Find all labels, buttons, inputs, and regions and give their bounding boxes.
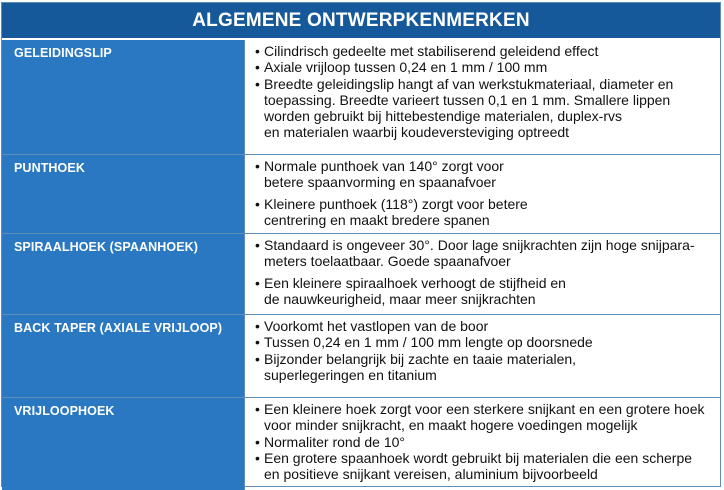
- row-content: [244, 398, 720, 490]
- bullet-item: [255, 59, 716, 75]
- row-label: PUNTHOEK: [2, 155, 244, 233]
- design-features-table: [1, 2, 721, 487]
- bullet-dot: •: [255, 318, 260, 334]
- bullet-dot: •: [255, 449, 260, 466]
- row-content: [244, 315, 720, 397]
- bullet-text: Een kleinere hoek zorgt voor een sterkere snijkant en een grotere hoek voor minder snijkracht, en maakt hogere voedingen mogelijk: [264, 401, 705, 434]
- table-title: ALGEMENE ONTWERPKENMERKEN: [2, 3, 720, 40]
- row-label: BACK TAPER (AXIALE VRIJLOOP): [2, 315, 244, 397]
- bullet-text: Tussen 0,24 en 1 mm / 100 mm lengte op doorsnede: [264, 334, 593, 351]
- bullet-text: Standaard is ongeveer 30°. Door lage snijkrachten zijn hoge snijpara- meters toelaatbaar. Goede spaanafvoer: [264, 237, 695, 270]
- row-label: SPIRAALHOEK (SPAANHOEK): [2, 234, 244, 314]
- row-label: GELEIDINGSLIP: [2, 40, 244, 154]
- bullet-item: [255, 334, 716, 350]
- bullet-text: Een kleinere spiraalhoek verhoogt de stijfheid en de nauwkeurigheid, maar meer snijkrachten: [264, 274, 566, 307]
- bullet-text: Axiale vrijloop tussen 0,24 en 1 mm / 100 mm: [264, 59, 548, 76]
- bullet-item: [255, 43, 716, 59]
- row-label: VRIJLOOPHOEK: [2, 398, 244, 490]
- bullet-text: Kleinere punthoek (118°) zorgt voor betere centrering en maakt bredere spanen: [264, 195, 528, 228]
- table-row-geleidingslip: [2, 40, 720, 154]
- table-row-spiraalhoek: [2, 233, 720, 314]
- bullet-dot: •: [255, 59, 260, 76]
- bullet-dot: •: [255, 334, 260, 351]
- bullet-item: [255, 351, 716, 384]
- bullet-item: [255, 196, 716, 229]
- bullet-text: Breedte geleidingslip hangt af van werkstukmateriaal, diameter en toepassing. Breedte varieert tussen 0,1 en 1 mm. Smallere lippen worden gebruikt bij hittebestendige materialen, duplex-rvs en materialen waarbij koudeversteviging optreedt: [264, 75, 674, 141]
- bullet-item: [255, 318, 716, 334]
- bullet-dot: •: [255, 158, 260, 174]
- bullet-dot: •: [255, 433, 260, 450]
- table-row-vrijloophoek: [2, 397, 720, 490]
- bullet-item: [255, 434, 716, 450]
- bullet-item: [255, 275, 716, 308]
- bullet-item: [255, 237, 716, 270]
- row-content: [244, 40, 720, 154]
- bullet-text: Een grotere spaanhoek wordt gebruikt bij materialen die een scherpe en positieve snijkant vereisen, aluminium bijvoorbeeld: [264, 449, 693, 483]
- bullet-text: Normaliter rond de 10°: [264, 433, 405, 450]
- bullet-dot: •: [255, 43, 260, 59]
- table-row-punthoek: [2, 154, 720, 233]
- table-row-back-taper: [2, 314, 720, 397]
- bullet-dot: •: [255, 274, 260, 291]
- bullet-item: [255, 450, 716, 483]
- bullet-dot: •: [255, 401, 260, 417]
- row-content: [244, 155, 720, 233]
- bullet-item: [255, 76, 716, 141]
- bullet-text: Bijzonder belangrijk bij zachte en taaie materialen, superlegeringen en titanium: [264, 350, 577, 383]
- bullet-item: [255, 401, 716, 434]
- bullet-text: Normale punthoek van 140° zorgt voor betere spaanvorming en spaanafvoer: [264, 158, 504, 191]
- bullet-dot: •: [255, 237, 260, 253]
- bullet-text: Cilindrisch gedeelte met stabiliserend geleidend effect: [264, 43, 599, 59]
- bullet-text: Voorkomt het vastlopen van de boor: [264, 318, 489, 334]
- row-content: [244, 234, 720, 314]
- bullet-dot: •: [255, 195, 260, 212]
- bullet-item: [255, 158, 716, 191]
- bullet-dot: •: [255, 350, 260, 367]
- bullet-dot: •: [255, 75, 260, 92]
